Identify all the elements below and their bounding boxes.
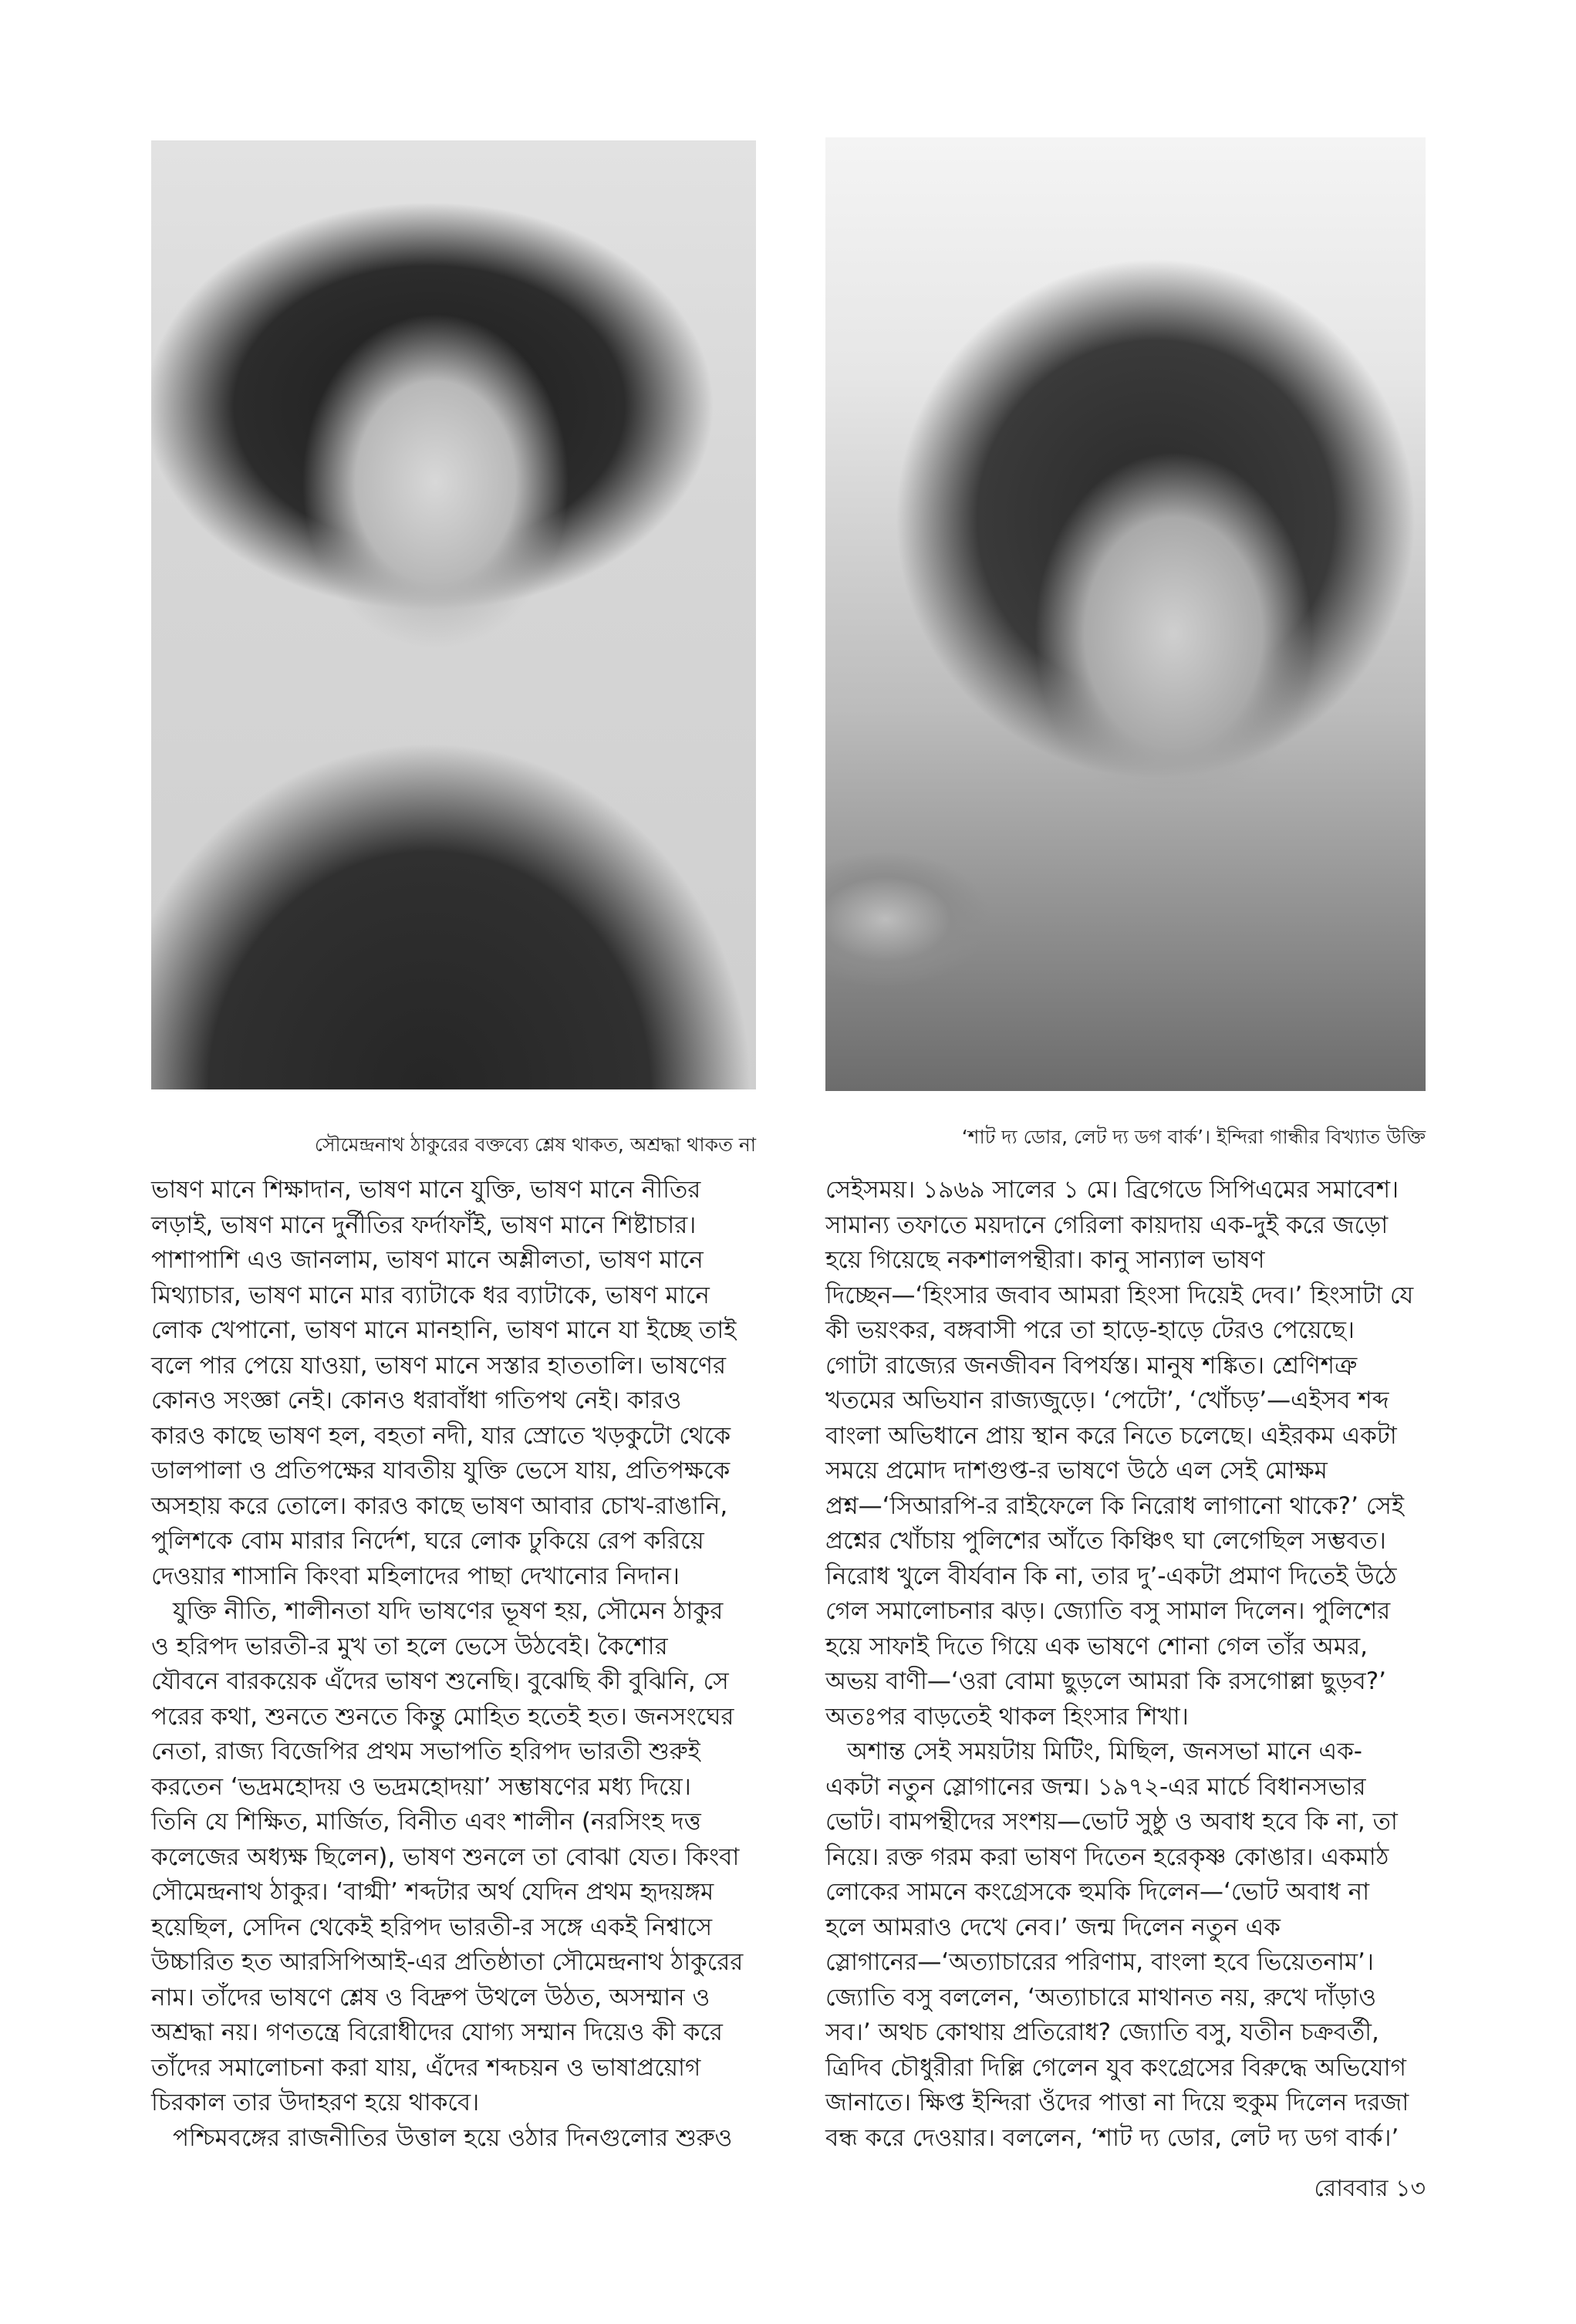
article-line: লড়াই, ভাষণ মানে দুর্নীতির ফর্দাফাঁই, ভাষণ মানে শিষ্টাচার। xyxy=(151,1211,697,1239)
portrait-photo-right xyxy=(825,137,1426,1091)
article-line: অশান্ত সেই সময়টায় মিটিং, মিছিল, জনসভা মানে এক- xyxy=(847,1738,1362,1765)
article-line: যুক্তি নীতি, শালীনতা যদি ভাষণের ভূষণ হয়, সৌমেন ঠাকুর xyxy=(173,1597,724,1625)
article-line: গেল সমালোচনার ঝড়। জ্যোতি বসু সামাল দিলেন। পুলিশের xyxy=(825,1597,1391,1625)
portrait-photo-left xyxy=(151,140,756,1089)
article-line: পশ্চিমবঙ্গের রাজনীতির উত্তাল হয়ে ওঠার দিনগুলোর শুরুও xyxy=(173,2123,733,2152)
article-line: দেওয়ার শাসানি কিংবা মহিলাদের পাছা দেখানোর নিদান। xyxy=(151,1562,680,1590)
article-line: জানাতে। ক্ষিপ্ত ইন্দিরা ওঁদের পাত্তা না দিয়ে হুকুম দিলেন দরজা xyxy=(825,2089,1409,2116)
photo-caption-right: ‘শাট দ্য ডোর, লেট দ্য ডগ বার্ক’। ইন্দিরা গান্ধীর বিখ্যাত উক্তি xyxy=(961,1126,1426,1148)
article-line: দিচ্ছেন—‘হিংসার জবাব আমরা হিংসা দিয়েই দেব।’ হিংসাটা যে xyxy=(825,1281,1414,1309)
article-line: ডালপালা ও প্রতিপক্ষের যাবতীয় যুক্তি ভেসে যায়, প্রতিপক্ষকে xyxy=(151,1457,731,1485)
article-line: হয়ে গিয়েছে নকশালপন্থীরা। কানু সান্যাল ভাষণ xyxy=(825,1246,1265,1274)
article-line: স্লোগানের—‘অত্যাচারের পরিণাম, বাংলা হবে ভিয়েতনাম’। xyxy=(825,1948,1374,1976)
article-line: খতমের অভিযান রাজ্যজুড়ে। ‘পেটো’, ‘খোঁচড়’—এইসব শব্দ xyxy=(825,1387,1389,1414)
article-line: পাশাপাশি এও জানলাম, ভাষণ মানে অশ্লীলতা, ভাষণ মানে xyxy=(151,1246,704,1274)
article-line: বাংলা অভিধানে প্রায় স্থান করে নিতে চলেছে। এইরকম একটা xyxy=(825,1421,1397,1450)
article-line: কারও কাছে ভাষণ হল, বহতা নদী, যার স্রোতে খড়কুটো থেকে xyxy=(151,1421,731,1450)
article-line: নিরোধ খুলে বীর্যবান কি না, তার দু’-একটা প্রমাণ দিতেই উঠে xyxy=(825,1562,1397,1590)
article-line: হয়ে সাফাই দিতে গিয়ে এক ভাষণে শোনা গেল তাঁর অমর, xyxy=(825,1632,1368,1660)
article-line: নিয়ে। রক্ত গরম করা ভাষণ দিতেন হরেকৃষ্ণ কোঙার। একমাঠ xyxy=(825,1843,1389,1871)
article-line: সময়ে প্রমোদ দাশগুপ্ত-র ভাষণে উঠে এল সেই মোক্ষম xyxy=(825,1457,1328,1485)
article-line: ত্রিদিব চৌধুরীরা দিল্লি গেলেন যুব কংগ্রেসের বিরুদ্ধে অভিযোগ xyxy=(825,2053,1406,2082)
article-line: অসহায় করে তোলে। কারও কাছে ভাষণ আবার চোখ-রাঙানি, xyxy=(151,1491,728,1520)
article-line: বলে পার পেয়ে যাওয়া, ভাষণ মানে সস্তার হাততালি। ভাষণের xyxy=(151,1351,727,1380)
article-line: যৌবনে বারকয়েক এঁদের ভাষণ শুনেছি। বুঝেছি কী বুঝিনি, সে xyxy=(151,1667,729,1695)
article-line: সৌমেন্দ্রনাথ ঠাকুর। ‘বাগ্মী’ শব্দটার অর্থ যেদিন প্রথম হৃদয়ঙ্গম xyxy=(151,1878,714,1906)
article-line: নাম। তাঁদের ভাষণে শ্লেষ ও বিদ্রুপ উথলে উঠত, অসম্মান ও xyxy=(151,1983,710,2012)
page-footer: রোববার ১৩ xyxy=(1314,2175,1426,2202)
article-line: পরের কথা, শুনতে শুনতে কিন্তু মোহিত হতেই হত। জনসংঘের xyxy=(151,1702,734,1731)
article-column-right xyxy=(825,1173,1443,2156)
article-line: জ্যোতি বসু বললেন, ‘অত্যাচারে মাথানত নয়, রুখে দাঁড়াও xyxy=(825,1983,1377,2012)
article-line: ও হরিপদ ভারতী-র মুখ তা হলে ভেসে উঠবেই। কৈশোর xyxy=(151,1632,668,1660)
article-line: সেইসময়। ১৯৬৯ সালের ১ মে। ব্রিগেডে সিপিএমের সমাবেশ। xyxy=(825,1176,1399,1204)
article-line: প্রশ্ন—‘সিআরপি-র রাইফেলে কি নিরোধ লাগানো থাকে?’ সেই xyxy=(825,1491,1405,1520)
article-line: লোক খেপানো, ভাষণ মানে মানহানি, ভাষণ মানে যা ইচ্ছে তাই xyxy=(151,1316,737,1344)
article-line: মিথ্যাচার, ভাষণ মানে মার ব্যাটাকে ধর ব্যাটাকে, ভাষণ মানে xyxy=(151,1281,710,1309)
article-line: অভয় বাণী—‘ওরা বোমা ছুড়লে আমরা কি রসগোল্লা ছুড়ব?’ xyxy=(825,1667,1387,1695)
article-line: চিরকাল তার উদাহরণ হয়ে থাকবে। xyxy=(151,2089,480,2116)
article-line: তিনি যে শিক্ষিত, মার্জিত, বিনীত এবং শালীন (নরসিংহ দত্ত xyxy=(151,1808,701,1836)
article-line: বন্ধ করে দেওয়ার। বললেন, ‘শাট দ্য ডোর, লেট দ্য ডগ বার্ক।’ xyxy=(825,2123,1399,2152)
article-line: তাঁদের সমালোচনা করা যায়, এঁদের শব্দচয়ন ও ভাষাপ্রয়োগ xyxy=(151,2053,701,2082)
photo-caption-left: সৌমেন্দ্রনাথ ঠাকুরের বক্তব্যে শ্লেষ থাকত, অশ্রদ্ধা থাকত না xyxy=(314,1133,756,1156)
article-line: কোনও সংজ্ঞা নেই। কোনও ধরাবাঁধা গতিপথ নেই। কারও xyxy=(151,1387,682,1414)
article-line: সব।’ অথচ কোথায় প্রতিরোধ? জ্যোতি বসু, যতীন চক্রবর্তী, xyxy=(825,2018,1379,2046)
article-line: পুলিশকে বোম মারার নির্দেশ, ঘরে লোক ঢুকিয়ে রেপ করিয়ে xyxy=(151,1527,704,1555)
article-column-left xyxy=(151,1173,768,2156)
article-line: কলেজের অধ্যক্ষ ছিলেন), ভাষণ শুনলে তা বোঝা যেত। কিংবা xyxy=(151,1843,740,1871)
article-line: একটা নতুন স্লোগানের জন্ম। ১৯৭২-এর মার্চে বিধানসভার xyxy=(825,1772,1366,1801)
article-line: ভাষণ মানে শিক্ষাদান, ভাষণ মানে যুক্তি, ভাষণ মানে নীতির xyxy=(151,1176,701,1204)
article-line: গোটা রাজ্যের জনজীবন বিপর্যস্ত। মানুষ শঙ্কিত। শ্রেণিশত্রু xyxy=(825,1351,1358,1380)
article-line: নেতা, রাজ্য বিজেপির প্রথম সভাপতি হরিপদ ভারতী শুরুই xyxy=(151,1738,700,1765)
article-line: উচ্চারিত হত আরসিপিআই-এর প্রতিষ্ঠাতা সৌমেন্দ্রনাথ ঠাকুরের xyxy=(151,1948,744,1976)
article-line: সামান্য তফাতে ময়দানে গেরিলা কায়দায় এক-দুই করে জড়ো xyxy=(825,1211,1389,1239)
article-line: লোকের সামনে কংগ্রেসকে হুমকি দিলেন—‘ভোট অবাধ না xyxy=(825,1878,1370,1906)
article-line: হয়েছিল, সেদিন থেকেই হরিপদ ভারতী-র সঙ্গে একই নিশ্বাসে xyxy=(151,1913,713,1941)
article-line: অশ্রদ্ধা নয়। গণতন্ত্রে বিরোধীদের যোগ্য সম্মান দিয়েও কী করে xyxy=(151,2018,723,2046)
article-line: ভোট। বামপন্থীদের সংশয়—ভোট সুষ্ঠু ও অবাধ হবে কি না, তা xyxy=(825,1808,1398,1836)
article-line: করতেন ‘ভদ্রমহোদয় ও ভদ্রমহোদয়া’ সম্ভাষণের মধ্য দিয়ে। xyxy=(151,1772,691,1801)
article-line: কী ভয়ংকর, বঙ্গবাসী পরে তা হাড়ে-হাড়ে টেরও পেয়েছে। xyxy=(825,1316,1355,1344)
article-line: অতঃপর বাড়তেই থাকল হিংসার শিখা। xyxy=(825,1702,1189,1731)
article-line: হলে আমরাও দেখে নেব।’ জন্ম দিলেন নতুন এক xyxy=(825,1913,1281,1941)
article-line: প্রশ্নের খোঁচায় পুলিশের আঁতে কিঞ্চিৎ ঘা লেগেছিল সম্ভবত। xyxy=(825,1527,1386,1555)
